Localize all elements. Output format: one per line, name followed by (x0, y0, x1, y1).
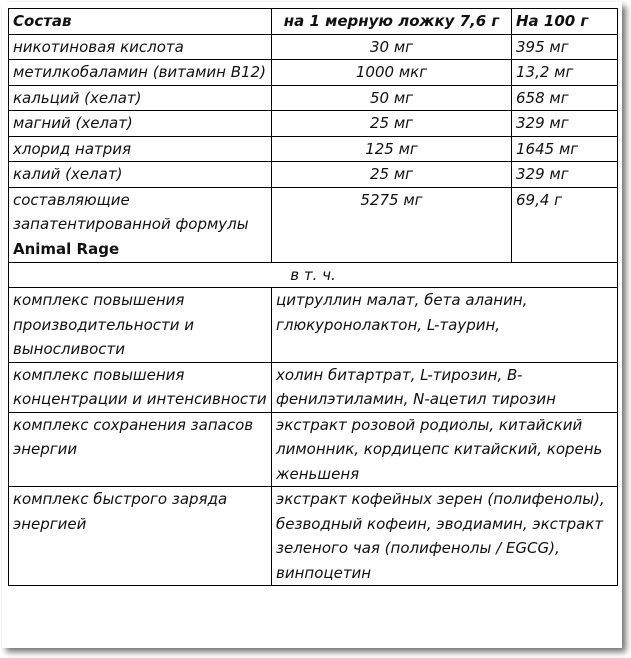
complex-ingredients: холин битартрат, L-тирозин, B-фенилэтиламин, N-ацетил тирозин (272, 362, 618, 412)
table-row (9, 60, 618, 86)
complex-name: комплекс сохранения запасов энергии (9, 412, 272, 487)
table-row (9, 362, 618, 412)
table-row (9, 34, 618, 60)
ingredient-per-scoop: 25 мг (272, 162, 512, 188)
ingredient-name: метилкобаламин (витамин В12) (9, 60, 272, 86)
ingredient-per-100g: 329 мг (512, 162, 618, 188)
ingredient-name: магний (хелат) (9, 111, 272, 137)
table-row (9, 412, 618, 487)
complex-name: комплекс повышения концентрации и интенсивности (9, 362, 272, 412)
document-frame (2, 2, 622, 648)
header-per-scoop: на 1 мерную ложку 7,6 г (272, 9, 512, 35)
ingredient-name: никотиновая кислота (9, 34, 272, 60)
table-row (9, 187, 618, 262)
ingredient-per-100g: 13,2 мг (512, 60, 618, 86)
ingredient-per-100g: 658 мг (512, 85, 618, 111)
composition-table (8, 8, 618, 586)
brand-name: Animal Rage (13, 239, 120, 258)
complex-ingredients: экстракт розовой родиолы, китайский лимонник, кордицепс китайский, корень женьшеня (272, 412, 618, 487)
table-row (9, 136, 618, 162)
ingredient-per-scoop: 30 мг (272, 34, 512, 60)
ingredient-per-scoop: 5275 мг (272, 187, 512, 262)
complex-name: комплекс быстрого заряда энергией (9, 487, 272, 586)
ingredient-per-scoop: 125 мг (272, 136, 512, 162)
formula-label: составляющие запатентированной формулы (13, 190, 249, 233)
table-row (9, 162, 618, 188)
complex-ingredients: экстракт кофейных зерен (полифенолы), безводный кофеин, эводиамин, экстракт зеленого чая (полифенолы / EGCG), винпоцетин (272, 487, 618, 586)
ingredient-per-scoop: 1000 мкг (272, 60, 512, 86)
ingredient-name (9, 187, 272, 262)
ingredient-per-100g: 1645 мг (512, 136, 618, 162)
table-row (9, 288, 618, 363)
table-row (9, 85, 618, 111)
ingredient-name: кальций (хелат) (9, 85, 272, 111)
ingredient-per-100g: 395 мг (512, 34, 618, 60)
ingredient-name: калий (хелат) (9, 162, 272, 188)
table-row (9, 111, 618, 137)
header-per-100g: На 100 г (512, 9, 618, 35)
table-header-row (9, 9, 618, 35)
complex-ingredients: цитруллин малат, бета аланин, глюкуронолактон, L-таурин, (272, 288, 618, 363)
ingredient-per-100g: 329 мг (512, 111, 618, 137)
ingredient-per-100g: 69,4 г (512, 187, 618, 262)
complex-name: комплекс повышения производительности и выносливости (9, 288, 272, 363)
header-composition: Состав (9, 9, 272, 35)
ingredient-per-scoop: 50 мг (272, 85, 512, 111)
subheader-including: в т. ч. (9, 262, 618, 288)
ingredient-per-scoop: 25 мг (272, 111, 512, 137)
subheader-row (9, 262, 618, 288)
table-row (9, 487, 618, 586)
ingredient-name: хлорид натрия (9, 136, 272, 162)
